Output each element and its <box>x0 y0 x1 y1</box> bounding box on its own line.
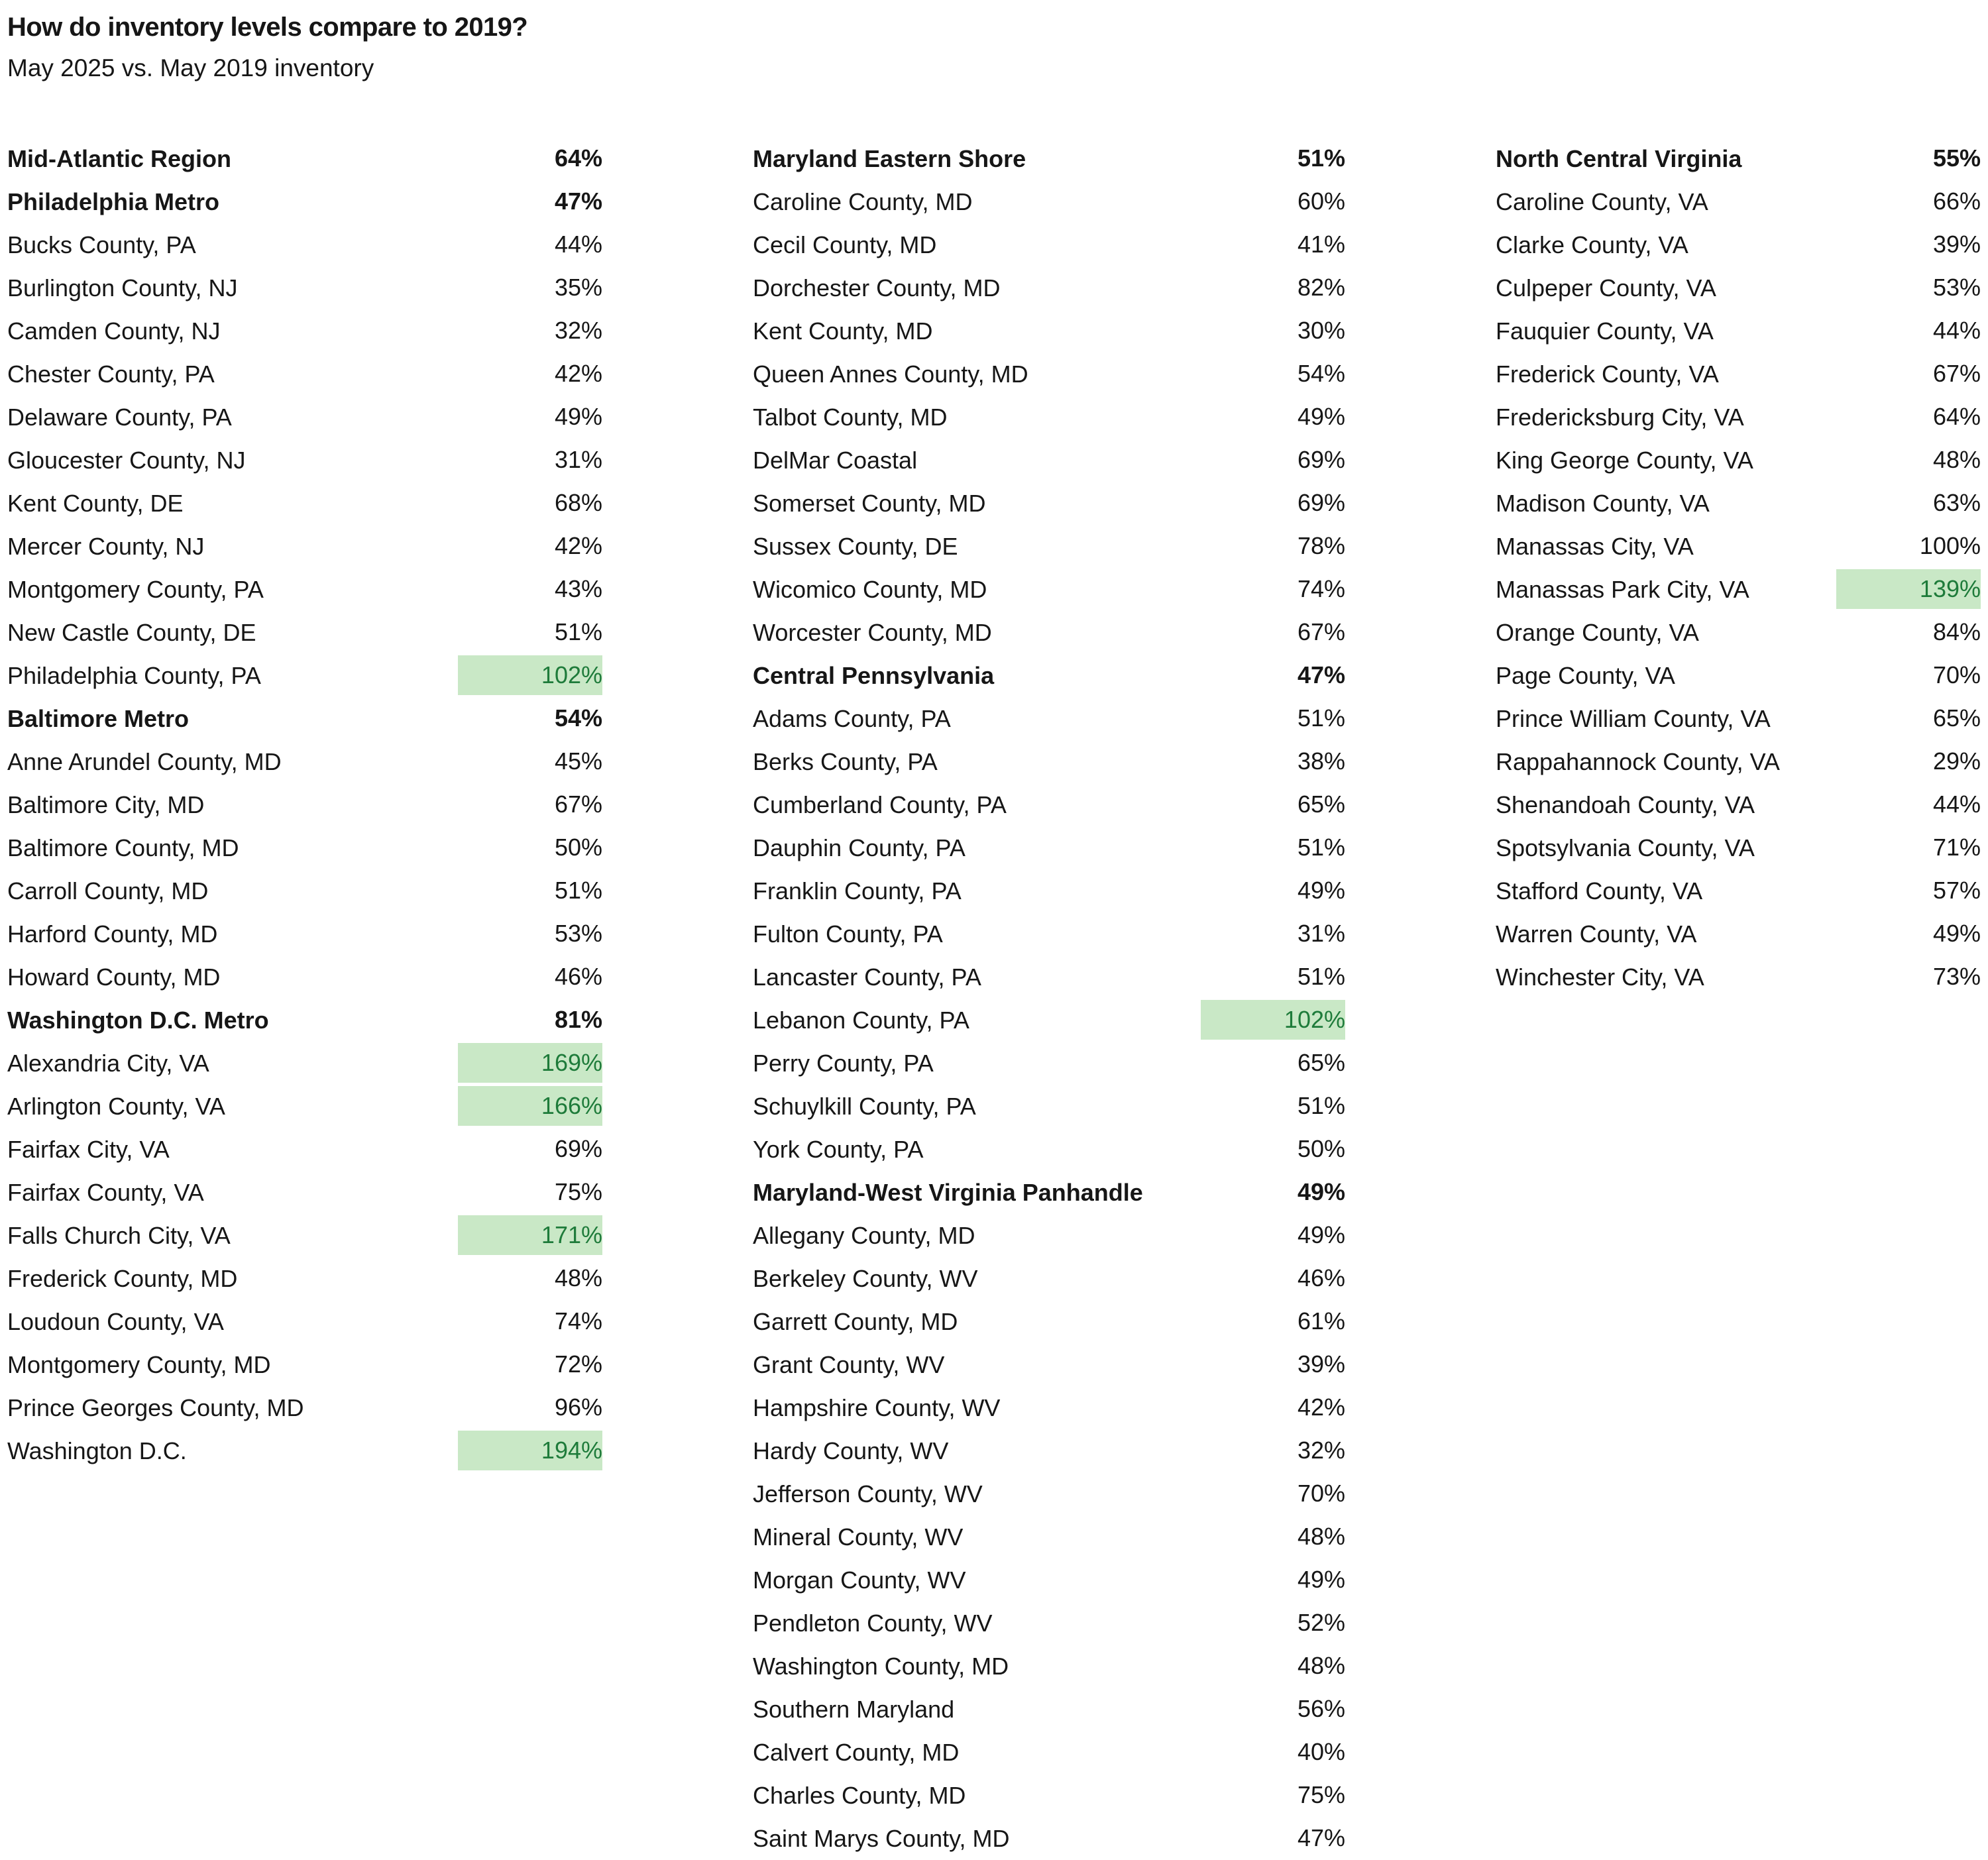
inventory-value: 50% <box>1297 1135 1345 1163</box>
inventory-value-highlighted: 194% <box>458 1431 602 1470</box>
table-row <box>753 1688 1345 1731</box>
inventory-value: 49% <box>1297 1178 1345 1206</box>
county-label: Calvert County, MD <box>753 1738 960 1766</box>
county-label: Warren County, VA <box>1496 920 1697 948</box>
table-row <box>7 1429 602 1472</box>
table-row <box>1496 137 1981 180</box>
table-row <box>753 1300 1345 1343</box>
table-row <box>753 826 1345 869</box>
region-label: Baltimore Metro <box>7 704 190 732</box>
county-label: Lebanon County, PA <box>753 1006 969 1034</box>
inventory-value: 70% <box>1932 661 1981 689</box>
table-row <box>1496 697 1981 740</box>
county-label: Saint Marys County, MD <box>753 1824 1010 1852</box>
county-label: Madison County, VA <box>1496 489 1710 517</box>
table-row <box>1496 525 1981 568</box>
county-label: Baltimore County, MD <box>7 834 239 861</box>
inventory-value: 44% <box>1932 317 1981 345</box>
table-row <box>753 568 1345 611</box>
county-label: Jefferson County, WV <box>753 1480 983 1507</box>
inventory-value: 50% <box>554 834 602 861</box>
table-column-3 <box>1496 137 1981 999</box>
table-row <box>753 999 1345 1042</box>
county-label: Charles County, MD <box>753 1781 966 1809</box>
county-label: Fredericksburg City, VA <box>1496 403 1744 431</box>
inventory-value: 32% <box>554 317 602 345</box>
inventory-value: 75% <box>554 1178 602 1206</box>
region-label: Washington D.C. Metro <box>7 1006 269 1034</box>
inventory-value: 47% <box>1297 1824 1345 1852</box>
county-label: Shenandoah County, VA <box>1496 791 1755 818</box>
table-row <box>7 525 602 568</box>
region-label: Central Pennsylvania <box>753 661 995 689</box>
inventory-value-highlighted: 166% <box>458 1086 602 1126</box>
page-subtitle: May 2025 vs. May 2019 inventory <box>7 54 374 82</box>
county-label: Baltimore City, MD <box>7 791 205 818</box>
table-row <box>753 740 1345 783</box>
table-row <box>753 1429 1345 1472</box>
table-row <box>7 568 602 611</box>
table-row <box>7 956 602 999</box>
county-label: DelMar Coastal <box>753 446 918 474</box>
inventory-value: 78% <box>1297 532 1345 560</box>
inventory-value: 64% <box>554 144 602 172</box>
inventory-value: 67% <box>1297 618 1345 646</box>
inventory-value: 61% <box>1297 1307 1345 1335</box>
table-row <box>7 180 602 223</box>
county-label: Fulton County, PA <box>753 920 943 948</box>
page-title: How do inventory levels compare to 2019? <box>7 13 528 42</box>
inventory-value: 51% <box>1297 144 1345 172</box>
inventory-value: 43% <box>554 575 602 603</box>
county-label: Frederick County, VA <box>1496 360 1719 388</box>
inventory-value: 30% <box>1297 317 1345 345</box>
table-row <box>753 1042 1345 1085</box>
county-label: Cecil County, MD <box>753 231 937 258</box>
table-row <box>7 1343 602 1386</box>
inventory-value: 68% <box>554 489 602 517</box>
county-label: Southern Maryland <box>753 1695 955 1723</box>
inventory-value: 63% <box>1932 489 1981 517</box>
table-row <box>7 1214 602 1257</box>
county-label: Garrett County, MD <box>753 1307 958 1335</box>
inventory-value-highlighted: 171% <box>458 1215 602 1255</box>
county-label: Anne Arundel County, MD <box>7 747 282 775</box>
county-label: Washington D.C. <box>7 1437 187 1464</box>
county-label: Carroll County, MD <box>7 877 209 904</box>
table-row <box>1496 353 1981 396</box>
county-label: Somerset County, MD <box>753 489 986 517</box>
table-row <box>7 137 602 180</box>
table-row <box>753 1214 1345 1257</box>
inventory-value: 52% <box>1297 1609 1345 1637</box>
table-row <box>753 1085 1345 1128</box>
inventory-value: 42% <box>1297 1394 1345 1421</box>
table-row <box>7 439 602 482</box>
table-row <box>7 697 602 740</box>
inventory-value: 55% <box>1932 144 1981 172</box>
county-label: Page County, VA <box>1496 661 1675 689</box>
county-label: Cumberland County, PA <box>753 791 1007 818</box>
table-row <box>1496 223 1981 266</box>
county-label: Allegany County, MD <box>753 1221 975 1249</box>
inventory-value: 31% <box>1297 920 1345 948</box>
county-label: Kent County, DE <box>7 489 184 517</box>
inventory-value: 38% <box>1297 747 1345 775</box>
table-row <box>7 396 602 439</box>
table-row <box>753 439 1345 482</box>
table-row <box>7 266 602 309</box>
inventory-value: 57% <box>1932 877 1981 904</box>
county-label: Queen Annes County, MD <box>753 360 1028 388</box>
inventory-value: 35% <box>554 274 602 301</box>
inventory-value: 69% <box>1297 446 1345 474</box>
county-label: Loudoun County, VA <box>7 1307 224 1335</box>
table-row <box>7 740 602 783</box>
county-label: Clarke County, VA <box>1496 231 1688 258</box>
table-row <box>7 309 602 353</box>
table-row <box>753 783 1345 826</box>
inventory-value: 65% <box>1297 1049 1345 1077</box>
county-label: Harford County, MD <box>7 920 218 948</box>
county-label: Caroline County, VA <box>1496 188 1708 215</box>
region-label: Maryland-West Virginia Panhandle <box>753 1178 1143 1206</box>
table-row <box>1496 396 1981 439</box>
county-label: Worcester County, MD <box>753 618 992 646</box>
table-column-2 <box>753 137 1345 1860</box>
county-label: Dorchester County, MD <box>753 274 1001 301</box>
county-label: Fairfax County, VA <box>7 1178 204 1206</box>
county-label: Howard County, MD <box>7 963 221 991</box>
inventory-value: 67% <box>1932 360 1981 388</box>
inventory-value: 53% <box>554 920 602 948</box>
inventory-value: 82% <box>1297 274 1345 301</box>
county-label: Lancaster County, PA <box>753 963 981 991</box>
inventory-value: 48% <box>1932 446 1981 474</box>
table-row <box>753 1171 1345 1214</box>
table-column-1 <box>7 137 602 1472</box>
table-row <box>7 1128 602 1171</box>
county-label: Burlington County, NJ <box>7 274 238 301</box>
inventory-value: 31% <box>554 446 602 474</box>
table-row <box>753 525 1345 568</box>
inventory-value-highlighted: 102% <box>458 655 602 695</box>
inventory-value: 48% <box>554 1264 602 1292</box>
county-label: Falls Church City, VA <box>7 1221 231 1249</box>
county-label: Stafford County, VA <box>1496 877 1703 904</box>
table-row <box>753 1774 1345 1817</box>
county-label: Fairfax City, VA <box>7 1135 170 1163</box>
table-row <box>7 654 602 697</box>
county-label: Camden County, NJ <box>7 317 221 345</box>
table-row <box>1496 654 1981 697</box>
table-row <box>753 1602 1345 1645</box>
table-row <box>753 1343 1345 1386</box>
table-row <box>1496 439 1981 482</box>
inventory-value: 39% <box>1932 231 1981 258</box>
table-row <box>7 783 602 826</box>
county-label: Bucks County, PA <box>7 231 196 258</box>
inventory-value: 51% <box>1297 704 1345 732</box>
inventory-value: 46% <box>554 963 602 991</box>
table-row <box>1496 180 1981 223</box>
table-row <box>1496 912 1981 956</box>
table-row <box>7 869 602 912</box>
table-row <box>1496 783 1981 826</box>
table-row <box>7 912 602 956</box>
county-label: Prince William County, VA <box>1496 704 1771 732</box>
inventory-value: 69% <box>554 1135 602 1163</box>
table-row <box>7 1085 602 1128</box>
inventory-value: 75% <box>1297 1781 1345 1809</box>
inventory-value: 74% <box>1297 575 1345 603</box>
county-label: Kent County, MD <box>753 317 933 345</box>
inventory-value: 66% <box>1932 188 1981 215</box>
inventory-value-highlighted: 169% <box>458 1043 602 1083</box>
table-row <box>1496 869 1981 912</box>
region-label: Philadelphia Metro <box>7 188 220 215</box>
county-label: Schuylkill County, PA <box>753 1092 976 1120</box>
county-label: Wicomico County, MD <box>753 575 987 603</box>
table-row <box>7 611 602 654</box>
inventory-value: 100% <box>1919 532 1981 560</box>
table-row <box>753 869 1345 912</box>
county-label: Chester County, PA <box>7 360 215 388</box>
county-label: Hampshire County, WV <box>753 1394 1001 1421</box>
county-label: Manassas Park City, VA <box>1496 575 1749 603</box>
table-row <box>7 1042 602 1085</box>
county-label: Berkeley County, WV <box>753 1264 978 1292</box>
table-row <box>1496 956 1981 999</box>
county-label: King George County, VA <box>1496 446 1753 474</box>
table-row <box>7 1171 602 1214</box>
table-row <box>753 654 1345 697</box>
table-row <box>753 1386 1345 1429</box>
table-row <box>753 1817 1345 1860</box>
inventory-value: 54% <box>1297 360 1345 388</box>
inventory-value: 65% <box>1932 704 1981 732</box>
county-label: Washington County, MD <box>753 1652 1009 1680</box>
inventory-value: 51% <box>1297 834 1345 861</box>
table-row <box>7 482 602 525</box>
inventory-value: 81% <box>554 1006 602 1034</box>
table-row <box>7 1386 602 1429</box>
county-label: Prince Georges County, MD <box>7 1394 304 1421</box>
inventory-value: 47% <box>1297 661 1345 689</box>
inventory-value: 96% <box>554 1394 602 1421</box>
county-label: Manassas City, VA <box>1496 532 1694 560</box>
table-row <box>1496 826 1981 869</box>
region-label: Mid-Atlantic Region <box>7 144 231 172</box>
region-label: North Central Virginia <box>1496 144 1742 172</box>
inventory-value: 48% <box>1297 1523 1345 1551</box>
inventory-value-highlighted: 102% <box>1201 1000 1345 1040</box>
table-row <box>753 482 1345 525</box>
inventory-value: 45% <box>554 747 602 775</box>
county-label: Mineral County, WV <box>753 1523 964 1551</box>
county-label: Orange County, VA <box>1496 618 1699 646</box>
table-row <box>7 223 602 266</box>
county-label: Fauquier County, VA <box>1496 317 1714 345</box>
table-row <box>753 1257 1345 1300</box>
inventory-value: 49% <box>1297 403 1345 431</box>
inventory-value-highlighted: 139% <box>1836 569 1981 609</box>
inventory-value: 49% <box>1297 877 1345 904</box>
inventory-value: 72% <box>554 1350 602 1378</box>
inventory-value: 49% <box>554 403 602 431</box>
table-row <box>7 1257 602 1300</box>
county-label: Talbot County, MD <box>753 403 948 431</box>
county-label: Culpeper County, VA <box>1496 274 1716 301</box>
table-row <box>753 1128 1345 1171</box>
inventory-value: 40% <box>1297 1738 1345 1766</box>
inventory-value: 48% <box>1297 1652 1345 1680</box>
county-label: Arlington County, VA <box>7 1092 225 1120</box>
inventory-value: 70% <box>1297 1480 1345 1507</box>
inventory-table <box>7 137 1988 1860</box>
table-row <box>753 180 1345 223</box>
table-row <box>753 353 1345 396</box>
county-label: Sussex County, DE <box>753 532 958 560</box>
county-label: Rappahannock County, VA <box>1496 747 1780 775</box>
table-row <box>1496 482 1981 525</box>
county-label: Morgan County, WV <box>753 1566 966 1594</box>
table-row <box>753 611 1345 654</box>
inventory-value: 84% <box>1932 618 1981 646</box>
table-row <box>7 826 602 869</box>
inventory-value: 69% <box>1297 489 1345 517</box>
region-label: Maryland Eastern Shore <box>753 144 1026 172</box>
table-row <box>1496 266 1981 309</box>
county-label: Philadelphia County, PA <box>7 661 261 689</box>
county-label: Caroline County, MD <box>753 188 973 215</box>
county-label: Mercer County, NJ <box>7 532 205 560</box>
inventory-value: 56% <box>1297 1695 1345 1723</box>
inventory-value: 51% <box>554 618 602 646</box>
table-row <box>753 396 1345 439</box>
county-label: Adams County, PA <box>753 704 951 732</box>
table-row <box>1496 309 1981 353</box>
county-label: Franklin County, PA <box>753 877 962 904</box>
table-row <box>753 137 1345 180</box>
table-row <box>1496 611 1981 654</box>
county-label: Winchester City, VA <box>1496 963 1704 991</box>
county-label: Gloucester County, NJ <box>7 446 246 474</box>
table-row <box>753 912 1345 956</box>
inventory-value: 39% <box>1297 1350 1345 1378</box>
inventory-value: 42% <box>554 360 602 388</box>
inventory-value: 29% <box>1932 747 1981 775</box>
county-label: Spotsylvania County, VA <box>1496 834 1755 861</box>
inventory-value: 60% <box>1297 188 1345 215</box>
county-label: Grant County, WV <box>753 1350 945 1378</box>
county-label: Delaware County, PA <box>7 403 232 431</box>
inventory-value: 46% <box>1297 1264 1345 1292</box>
inventory-value: 51% <box>1297 1092 1345 1120</box>
table-row <box>753 1645 1345 1688</box>
table-row <box>753 1515 1345 1559</box>
table-row <box>753 697 1345 740</box>
table-row <box>7 999 602 1042</box>
county-label: New Castle County, DE <box>7 618 256 646</box>
county-label: Montgomery County, MD <box>7 1350 271 1378</box>
table-row <box>753 223 1345 266</box>
inventory-value: 74% <box>554 1307 602 1335</box>
inventory-value: 44% <box>554 231 602 258</box>
table-row <box>753 956 1345 999</box>
county-label: Frederick County, MD <box>7 1264 238 1292</box>
inventory-value: 73% <box>1932 963 1981 991</box>
inventory-value: 49% <box>1297 1566 1345 1594</box>
inventory-value: 64% <box>1932 403 1981 431</box>
county-label: Berks County, PA <box>753 747 938 775</box>
county-label: Pendleton County, WV <box>753 1609 993 1637</box>
inventory-value: 49% <box>1297 1221 1345 1249</box>
county-label: Perry County, PA <box>753 1049 934 1077</box>
inventory-value: 49% <box>1932 920 1981 948</box>
inventory-value: 54% <box>554 704 602 732</box>
table-row <box>753 266 1345 309</box>
table-row <box>753 1731 1345 1774</box>
inventory-value: 32% <box>1297 1437 1345 1464</box>
table-row <box>753 309 1345 353</box>
inventory-value: 51% <box>554 877 602 904</box>
inventory-value: 41% <box>1297 231 1345 258</box>
table-row <box>1496 568 1981 611</box>
county-label: Alexandria City, VA <box>7 1049 209 1077</box>
inventory-value: 47% <box>554 188 602 215</box>
county-label: Dauphin County, PA <box>753 834 966 861</box>
inventory-value: 44% <box>1932 791 1981 818</box>
table-row <box>753 1472 1345 1515</box>
table-row <box>753 1559 1345 1602</box>
inventory-value: 51% <box>1297 963 1345 991</box>
county-label: York County, PA <box>753 1135 924 1163</box>
county-label: Montgomery County, PA <box>7 575 264 603</box>
inventory-value: 65% <box>1297 791 1345 818</box>
table-row <box>1496 740 1981 783</box>
table-row <box>7 1300 602 1343</box>
inventory-value: 42% <box>554 532 602 560</box>
county-label: Hardy County, WV <box>753 1437 949 1464</box>
inventory-value: 71% <box>1932 834 1981 861</box>
table-row <box>7 353 602 396</box>
inventory-value: 67% <box>554 791 602 818</box>
inventory-value: 53% <box>1932 274 1981 301</box>
